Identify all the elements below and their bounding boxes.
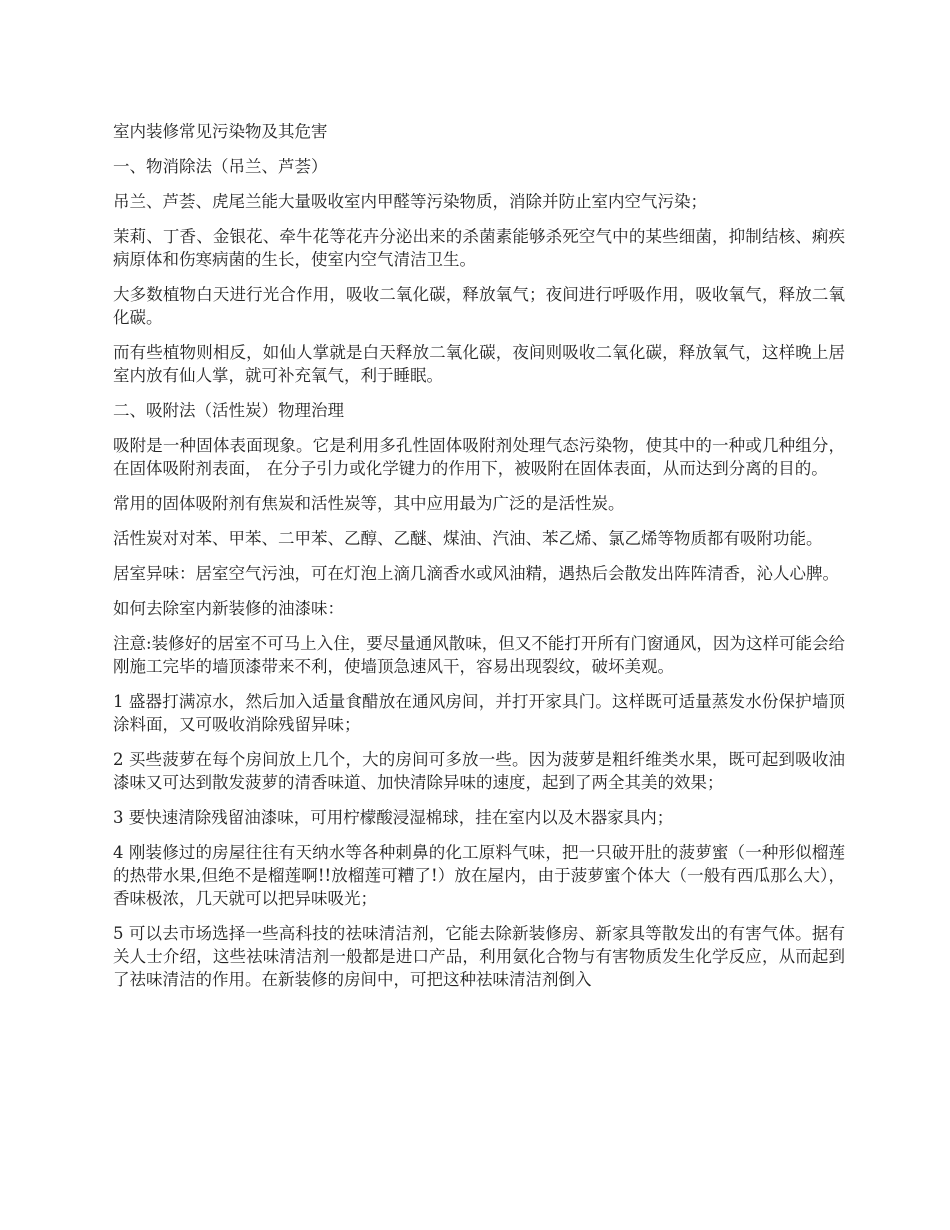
list-item: 4 刚装修过的房屋往往有天纳水等各种刺鼻的化工原料气味，把一只破开肚的菠萝蜜（一种形似榴莲的热带水果,但绝不是榴莲啊!!放榴莲可糟了!）放在屋内，由于菠萝蜜个体大（一般有西瓜那么大），香味极浓，几天就可以把异味吸光；	[113, 843, 845, 908]
paragraph: 常用的固体吸附剂有焦炭和活性炭等，其中应用最为广泛的是活性炭。	[113, 494, 625, 513]
paragraph: 居室异味：居室空气污浊，可在灯泡上滴几滴香水或风油精，遇热后会散发出阵阵清香，沁人心脾。	[113, 564, 839, 583]
section-heading-adsorption: 二、吸附法（活性炭）物理治理	[113, 401, 344, 420]
list-item: 5 可以去市场选择一些高科技的祛味清洁剂，它能去除新装修房、新家具等散发出的有害气体。据有关人士介绍，这些祛味清洁剂一般都是进口产品，利用氨化合物与有害物质发生化学反应，从而起到了祛味清洁的作用。在新装修的房间中，可把这种祛味清洁剂倒入	[113, 924, 845, 989]
paragraph: 茉莉、丁香、金银花、牵牛花等花卉分泌出来的杀菌素能够杀死空气中的某些细菌，抑制结核、痢疾病原体和伤寒病菌的生长，使室内空气清洁卫生。	[113, 227, 845, 269]
paragraph: 注意:装修好的居室不可马上入住，要尽量通风散味，但又不能打开所有门窗通风，因为这样可能会给刚施工完毕的墙顶漆带来不利，使墙顶急速风干，容易出现裂纹，破坏美观。	[113, 634, 845, 676]
paragraph: 如何去除室内新装修的油漆味：	[113, 599, 344, 618]
paragraph: 大多数植物白天进行光合作用，吸收二氧化碳，释放氧气；夜间进行呼吸作用，吸收氧气，释放二氧化碳。	[113, 285, 845, 327]
paragraph: 吊兰、芦荟、虎尾兰能大量吸收室内甲醛等污染物质，消除并防止室内空气污染；	[113, 192, 707, 211]
list-item: 2 买些菠萝在每个房间放上几个，大的房间可多放一些。因为菠萝是粗纤维类水果，既可起到吸收油漆味又可达到散发菠萝的清香味道、加快清除异味的速度，起到了两全其美的效果；	[113, 750, 845, 792]
paragraph: 活性炭对对苯、甲苯、二甲苯、乙醇、乙醚、煤油、汽油、苯乙烯、氯乙烯等物质都有吸附功能。	[113, 529, 823, 548]
list-item: 3 要快速清除残留油漆味，可用柠檬酸浸湿棉球，挂在室内以及木器家具内；	[113, 808, 674, 827]
list-item: 1 盛器打满凉水，然后加入适量食醋放在通风房间，并打开家具门。这样既可适量蒸发水份保护墙顶涂料面，又可吸收消除残留异味；	[113, 692, 845, 734]
document-body	[113, 120, 845, 1003]
section-heading-plants: 一、物消除法（吊兰、芦荟）	[113, 157, 328, 176]
paragraph: 而有些植物则相反，如仙人掌就是白天释放二氧化碳，夜间则吸收二氧化碳，释放氧气，这样晚上居室内放有仙人掌，就可补充氧气，利于睡眠。	[113, 343, 845, 385]
paragraph: 吸附是一种固体表面现象。它是利用多孔性固体吸附剂处理气态污染物，使其中的一种或几种组分，在固体吸附剂表面， 在分子引力或化学键力的作用下，被吸附在固体表面，从而达到分离的目的。	[113, 436, 845, 478]
document-title: 室内装修常见污染物及其危害	[113, 122, 328, 141]
